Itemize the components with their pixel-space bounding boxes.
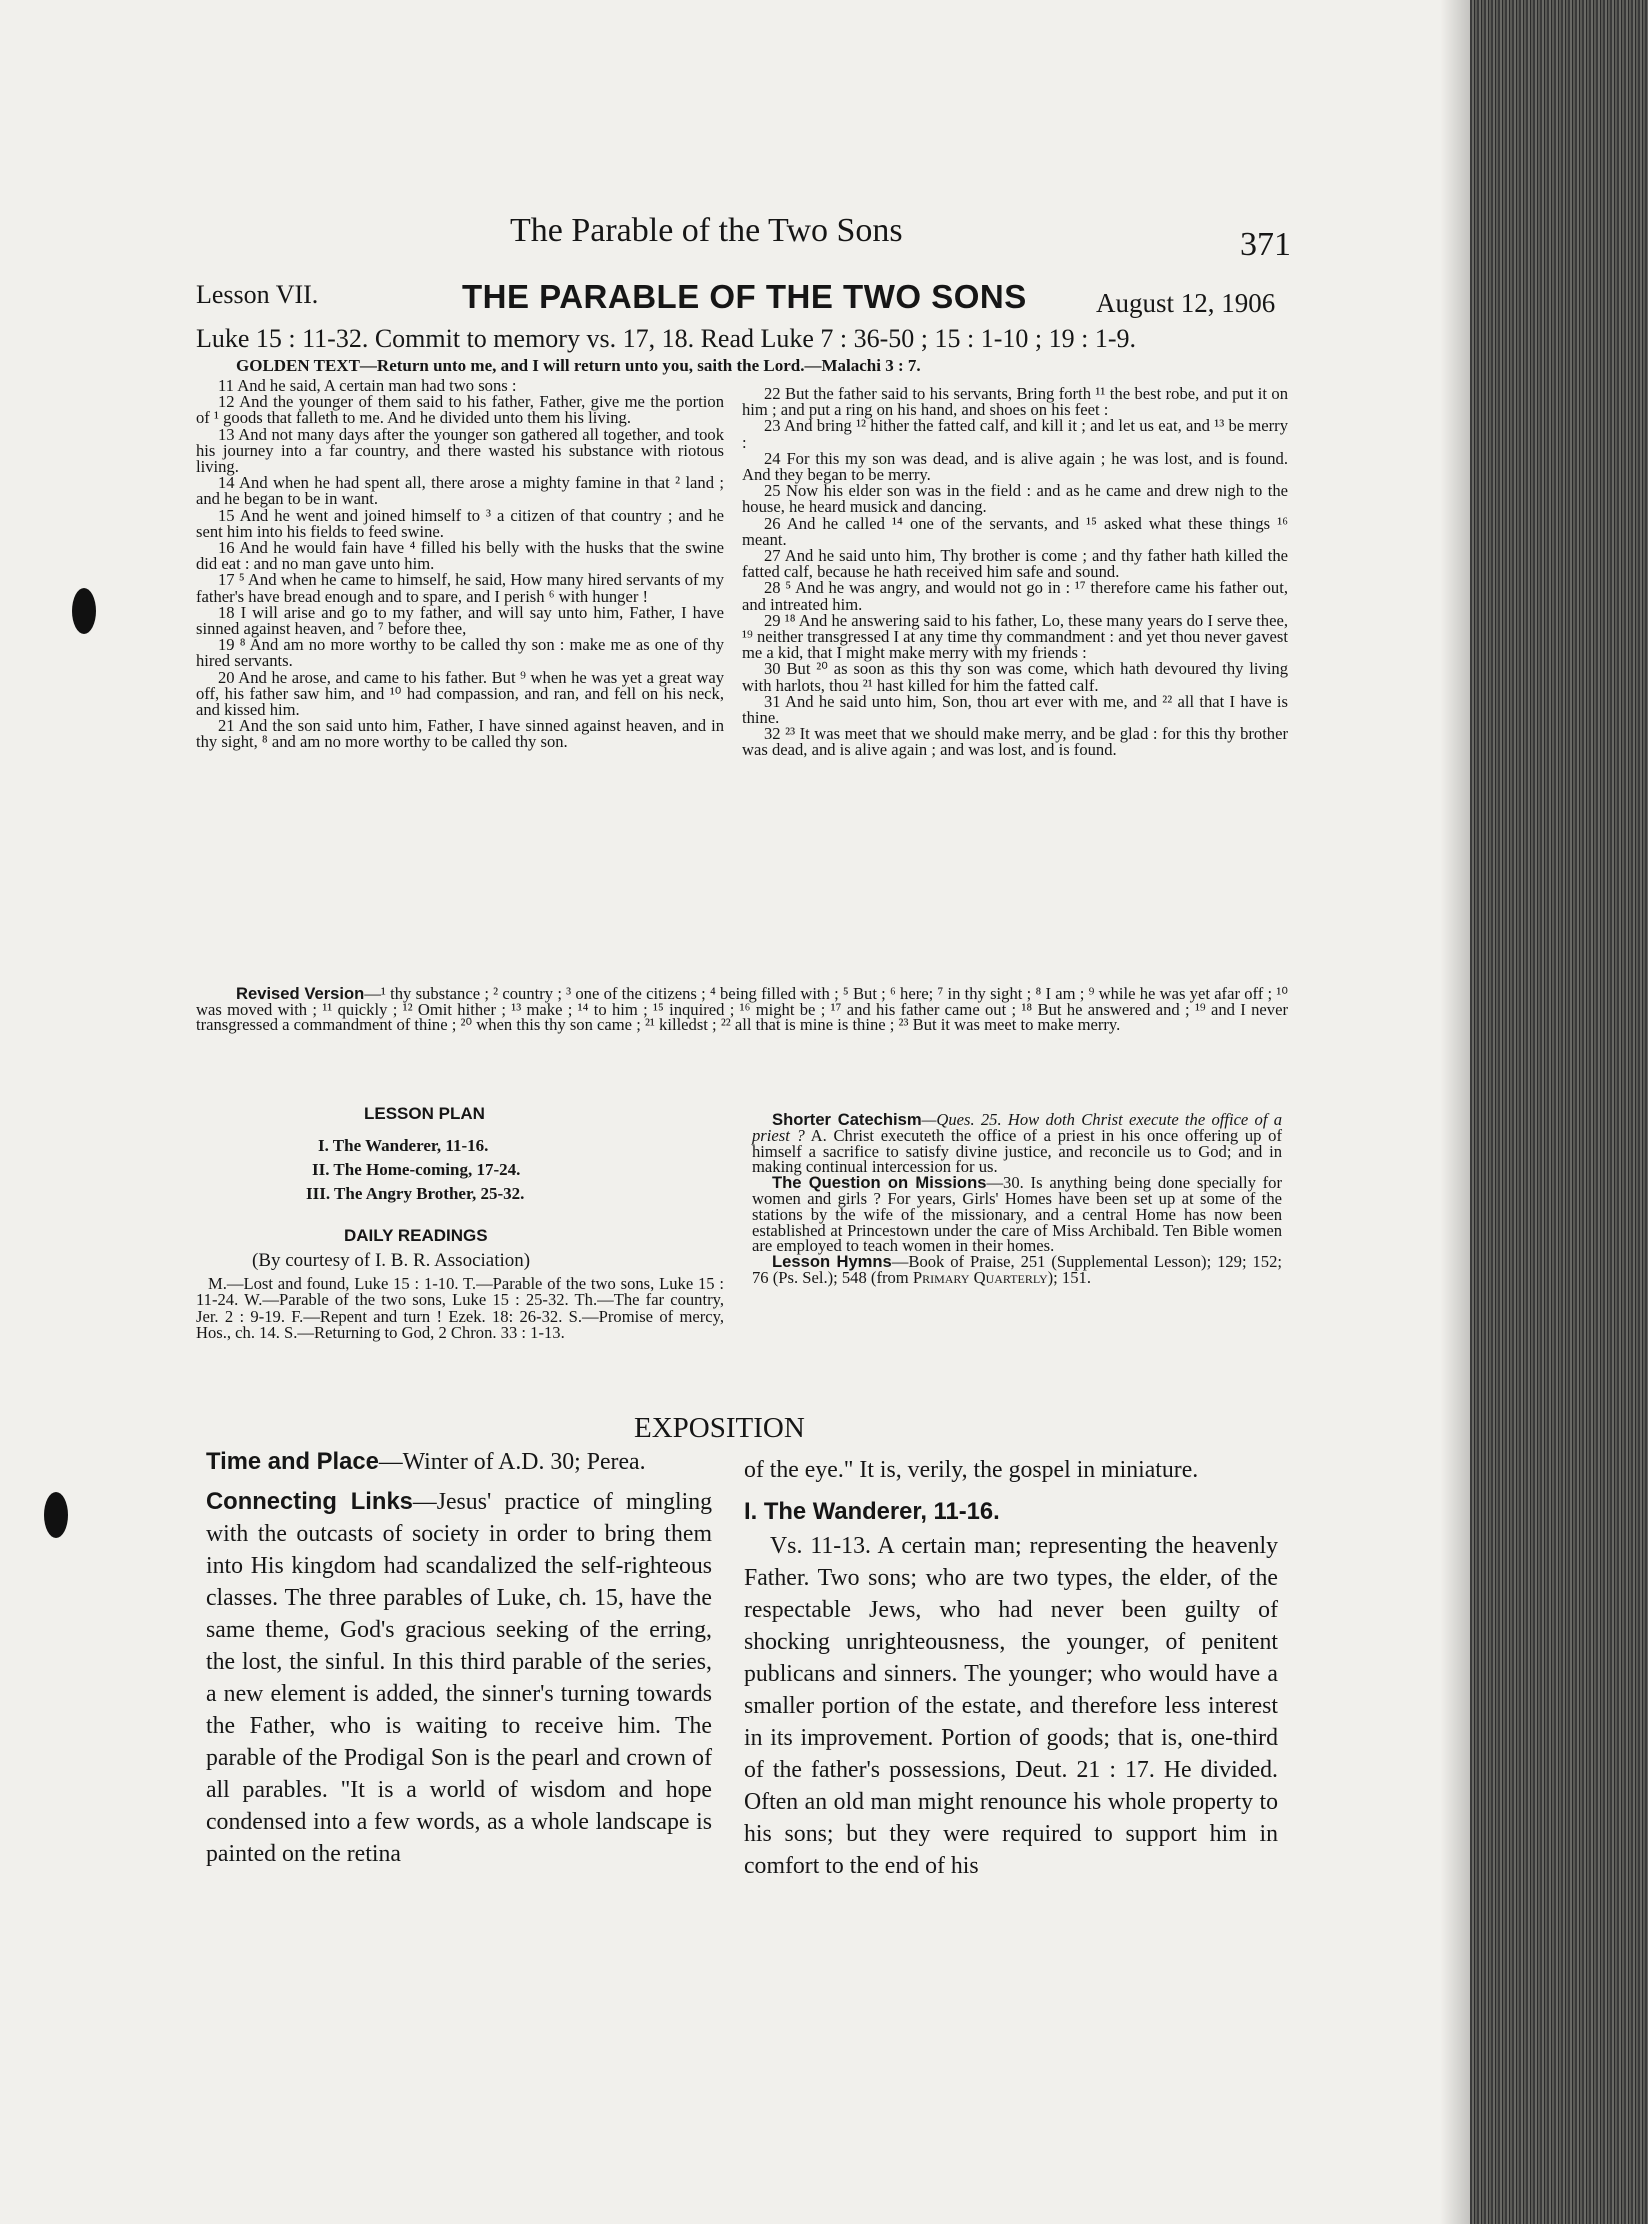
missions-label: The Question on Missions <box>772 1173 987 1193</box>
exposition-continued: of the eye." It is, verily, the gospel in miniature. <box>744 1457 1199 1483</box>
lesson-plan-heading: LESSON PLAN <box>364 1104 485 1123</box>
verse: 26 And he called ¹⁴ one of the servants, and ¹⁵ asked what these things ¹⁶ meant. <box>742 513 1288 549</box>
daily-readings-heading: DAILY READINGS <box>344 1226 488 1245</box>
lesson-number: Lesson VII. <box>196 280 319 309</box>
verses-right-column <box>742 386 1288 759</box>
verse: 31 And he said unto him, Son, thou art ever with me, and ²² all that I have is thine. <box>742 691 1288 728</box>
missions-text: —30. Is anything being done specially for women and girls ? For years, Girls' Homes have been set up at some of the stations by the wife of the missionary, and a central Home has now been established at Princestown under the care of Miss Archibald. Ten Bible women are employed to teach women in their homes. <box>752 1173 1282 1256</box>
verse: 32 ²³ It was meet that we should make merry, and be glad : for this thy brother was dead, and is alive again ; and was lost, and is found. <box>742 724 1288 760</box>
lesson-plan-list <box>306 1134 525 1206</box>
catechism-paragraph <box>752 1112 1282 1175</box>
revised-version-notes <box>196 986 1288 1033</box>
exposition-heading: EXPOSITION <box>634 1412 805 1444</box>
verse: 18 I will arise and go to my father, and will say unto him, Father, I have sinned against heaven, and ⁷ before thee, <box>196 602 724 639</box>
verse: 17 ⁵ And when he came to himself, he said, How many hired servants of my father's have bread enough and to spare, and I perish ⁶ with hunger ! <box>196 570 724 606</box>
page-number: 371 <box>1240 226 1291 263</box>
revised-version-text: —¹ thy substance ; ² country ; ³ one of the citizens ; ⁴ being filled with ; ⁵ But ; ⁶ here; ⁷ in thy sight ; ⁸ I am ; ⁹ while he was yet afar off ; ¹⁰ was moved with ; ¹¹ quickly ; ¹² Omit hither ; ¹³ make ; ¹⁴ to him ; ¹⁵ inquired ; ¹⁶ might be ; ¹⁷ and his father came out ; ¹⁸ But he answered and ; ¹⁹ and I never transgressed a commandment of thine ; ²⁰ when this thy son came ; ²¹ killedst ; ²² all that is mine is thine ; ²³ But it was meet to make merry. <box>196 984 1288 1035</box>
verse: 12 And the younger of them said to his father, Father, give me the portion of ¹ goods that falleth to me. And he divided unto them his living. <box>196 392 724 428</box>
section-title: I. The Wanderer, 11-16. <box>744 1498 1000 1525</box>
time-place-paragraph <box>206 1446 712 1478</box>
exposition-left-column <box>206 1446 712 1870</box>
verse: 21 And the son said unto him, Father, I have sinned against heaven, and in thy sight, ⁸ and am no more worthy to be called thy son. <box>196 716 724 752</box>
verses-left-column <box>196 378 724 751</box>
hymns-paragraph <box>752 1254 1282 1286</box>
verse: 20 And he arose, and came to his father. But ⁹ when he was yet a great way off, his father saw him, and ¹⁰ had compassion, and ran, and fell on his neck, and kissed him. <box>196 667 724 720</box>
verse: 13 And not many days after the younger son gathered all together, and took his journey into a far country, and there wasted his substance with riotous living. <box>196 424 724 477</box>
verse: 11 And he said, A certain man had two sons : <box>218 376 517 395</box>
catechism-answer: A. Christ executeth the office of a priest in his once offering up of himself a sacrifice to satisfy divine justice, and reconcile us to God; and in making continual intercession for us. <box>752 1125 1282 1177</box>
verse: 23 And bring ¹² hither the fatted calf, and kill it ; and let us eat, and ¹³ be merry : <box>742 416 1288 452</box>
time-place-text: —Winter of A.D. 30; Perea. <box>378 1449 646 1475</box>
lesson-plan-item: I. The Wanderer, 11-16. <box>318 1136 489 1155</box>
exposition-right-column <box>744 1454 1278 1882</box>
verse: 15 And he went and joined himself to ³ a citizen of that country ; and he sent him into his fields to feed swine. <box>196 505 724 541</box>
verse: 14 And when he had spent all, there arose a mighty famine in that ² land ; and he began to be in want. <box>196 473 724 509</box>
lesson-plan-item: III. The Angry Brother, 25-32. <box>306 1184 525 1203</box>
verse: 24 For this my son was dead, and is alive again ; he was lost, and is found. And they began to be merry. <box>742 448 1288 485</box>
verse: 28 ⁵ And he was angry, and would not go in : ¹⁷ therefore came his father out, and intreated him. <box>742 578 1288 614</box>
missions-paragraph <box>752 1175 1282 1254</box>
connecting-links-label: Connecting Links <box>206 1488 413 1515</box>
hymns-tail: ); 151. <box>1047 1267 1091 1287</box>
scripture-reference: Luke 15 : 11-32. Commit to memory vs. 17, 18. Read Luke 7 : 36-50 ; 15 : 1-10 ; 19 : 1-9. <box>196 324 1136 353</box>
running-title: The Parable of the Two Sons <box>510 212 903 249</box>
lesson-plan-item: II. The Home-coming, 17-24. <box>312 1160 521 1179</box>
verse: 27 And he said unto him, Thy brother is come ; and thy father hath killed the fatted calf, because he hath received him safe and sound. <box>742 546 1288 582</box>
verse: 25 Now his elder son was in the field : and as he came and drew nigh to the house, he heard musick and dancing. <box>742 481 1288 517</box>
daily-readings-text: M.—Lost and found, Luke 15 : 1-10. T.—Parable of the two sons, Luke 15 : 11-24. W.—Parable of the two sons, Luke 15 : 25-32. Th.—The far country, Jer. 2 : 9-19. F.—Repent and turn ! Ezek. 18: 26-32. S.—Promise of mercy, Hos., ch. 14. S.—Returning to God, 2 Chron. 33 : 1-13. <box>196 1274 724 1343</box>
connecting-links-text: —Jesus' practice of mingling with the outcasts of society in order to bring them into His kingdom had scandalized the self-righteous classes. The three parables of Luke, ch. 15, have the same theme, God's gracious seeking of the erring, the lost, the sinful. In this third parable of the series, a new element is added, the sinner's turning towards the Father, who is waiting to receive him. The parable of the Prodigal Son is the pearl and crown of all parables. "It is a world of wisdom and hope condensed into a few words, as a whole landscape is painted on the retina <box>206 1489 712 1867</box>
lesson-date: August 12, 1906 <box>1096 288 1276 318</box>
verse: 29 ¹⁸ And he answering said to his father, Lo, these many years do I serve thee, ¹⁹ neither transgressed I at any time thy commandment : and yet thou never gavest me a kid, that I might make merry with my friends : <box>742 610 1288 663</box>
binding-hole-top <box>72 588 96 634</box>
daily-readings-courtesy: (By courtesy of I. B. R. Association) <box>252 1250 531 1271</box>
verse: 19 ⁸ And am no more worthy to be called thy son : make me as one of thy hired servants. <box>196 635 724 671</box>
catechism-question: —Ques. 25. How doth Christ execute the office of a priest ? <box>752 1110 1282 1145</box>
revised-version-label: Revised Version <box>236 984 365 1003</box>
connecting-links-paragraph <box>206 1486 712 1870</box>
time-place-label: Time and Place <box>206 1448 379 1475</box>
golden-text: GOLDEN TEXT—Return unto me, and I will return unto you, saith the Lord.—Malachi 3 : 7. <box>236 356 921 375</box>
catechism-label: Shorter Catechism <box>772 1110 922 1129</box>
verse: 22 But the father said to his servants, Bring forth ¹¹ the best robe, and put it on him ; and put a ring on his hand, and shoes on his feet : <box>742 384 1288 420</box>
hymns-text: —Book of Praise, 251 (Supplemental Lesson); 129; 152; 76 (Ps. Sel.); 548 (from <box>752 1252 1282 1287</box>
hymns-label: Lesson Hymns <box>772 1252 892 1272</box>
catechism-missions-hymns <box>752 1112 1282 1286</box>
book-edge <box>1470 0 1648 2224</box>
binding-hole-bottom <box>44 1492 68 1538</box>
lesson-title: THE PARABLE OF THE TWO SONS <box>462 278 1027 315</box>
hymns-source: Primary Quarterly <box>912 1267 1048 1287</box>
verse: 30 But ²⁰ as soon as this thy son was come, which hath devoured thy living with harlots, thou ²¹ hast killed for him the fatted calf. <box>742 659 1288 695</box>
section-text: Vs. 11-13. A certain man; representing the heavenly Father. Two sons; who are two types, the elder, of the respectable Jews, who had never been guilty of shocking unrighteousness, the younger, of penitent publicans and sinners. The younger; who would have a smaller portion of the estate, and therefore less interest in its improvement. Portion of goods; that is, one-third of the father's possessions, Deut. 21 : 17. He divided. Often an old man might renounce his whole property to his sons; but they were required to support him in comfort to the end of his <box>744 1533 1278 1879</box>
verse: 16 And he would fain have ⁴ filled his belly with the husks that the swine did eat : and no man gave unto him. <box>196 538 724 574</box>
